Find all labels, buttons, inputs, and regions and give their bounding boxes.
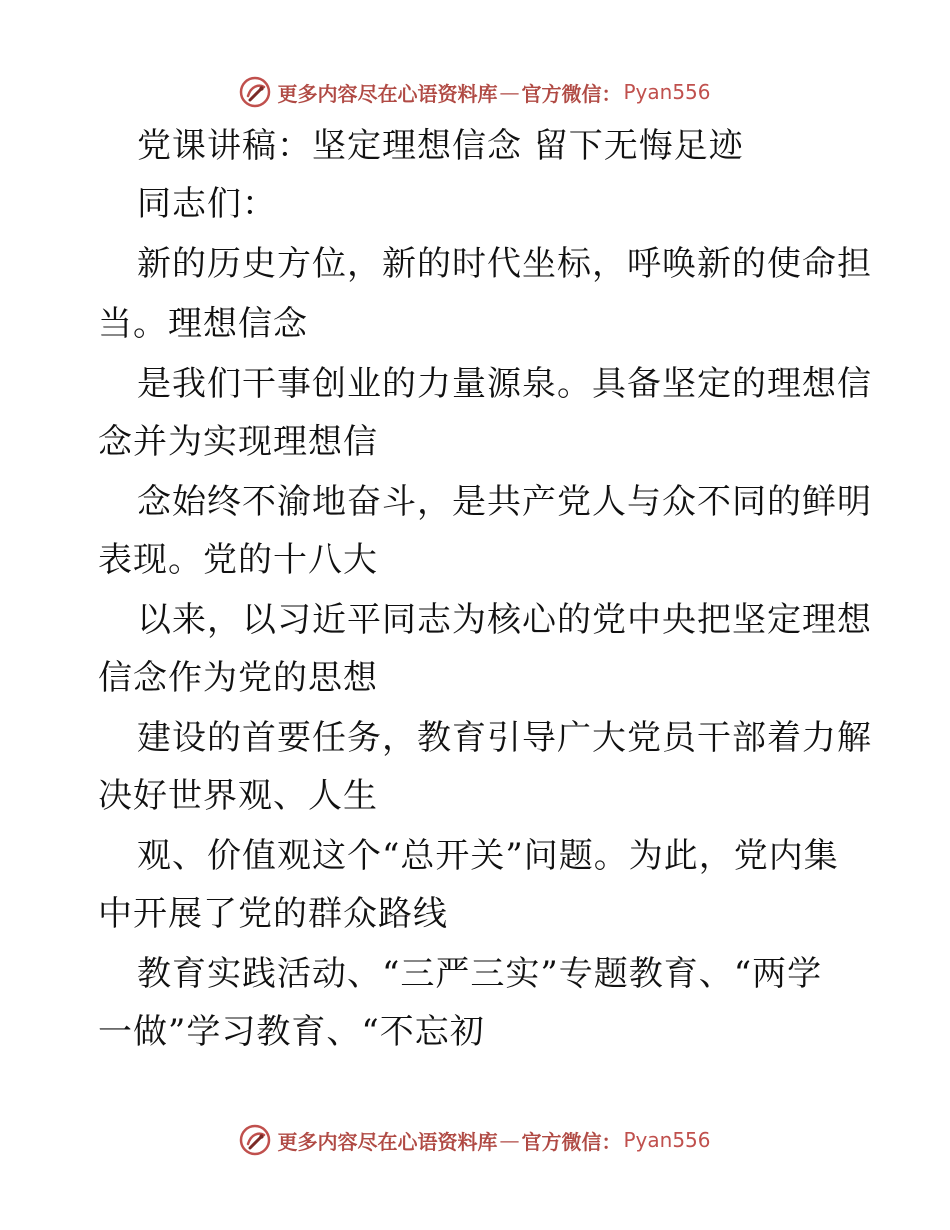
footer-dash: — xyxy=(499,1128,520,1152)
paragraph-line: 表现。党的十八大 xyxy=(98,540,378,580)
footer-wechat-label: 官方微信： xyxy=(521,1129,622,1154)
paragraph-line: 念始终不渝地奋斗，是共产党人与众不同的鲜明 xyxy=(137,482,872,522)
footer-wechat-id: Pyan556 xyxy=(623,1128,711,1152)
paragraph-line: 一做”学习教育、“不忘初 xyxy=(98,1012,485,1052)
paragraph-line: 当。理想信念 xyxy=(98,304,308,344)
paragraph-line: 念并为实现理想信 xyxy=(98,422,378,462)
paragraph-line: 建设的首要任务，教育引导广大党员干部着力解 xyxy=(137,718,872,758)
paragraph-line: 中开展了党的群众路线 xyxy=(98,894,448,934)
paragraph-line: 信念作为党的思想 xyxy=(98,658,378,698)
header-brand-text: 更多内容尽在心语资料库 xyxy=(277,81,498,106)
header-wechat-label: 官方微信： xyxy=(521,81,622,106)
footer-brand-text: 更多内容尽在心语资料库 xyxy=(277,1129,498,1154)
paragraph-line: 新的历史方位，新的时代坐标，呼唤新的使命担 xyxy=(137,244,872,284)
brand-logo-icon xyxy=(239,76,271,108)
paragraph-line: 观、价值观这个“总开关”问题。为此，党内集 xyxy=(137,836,839,876)
salutation: 同志们： xyxy=(137,184,277,224)
document-title: 党课讲稿：坚定理想信念 留下无悔足迹 xyxy=(137,126,744,166)
brand-logo-icon xyxy=(239,1124,271,1156)
paragraph-line: 决好世界观、人生 xyxy=(98,776,378,816)
page-footer xyxy=(0,1120,950,1160)
paragraph-line: 教育实践活动、“三严三实”专题教育、“两学 xyxy=(137,954,823,994)
paragraph-line: 是我们干事创业的力量源泉。具备坚定的理想信 xyxy=(137,364,872,404)
header-dash: — xyxy=(499,80,520,104)
paragraph-line: 以来，以习近平同志为核心的党中央把坚定理想 xyxy=(137,600,872,640)
header-wechat-id: Pyan556 xyxy=(623,80,711,104)
page-header xyxy=(0,72,950,112)
